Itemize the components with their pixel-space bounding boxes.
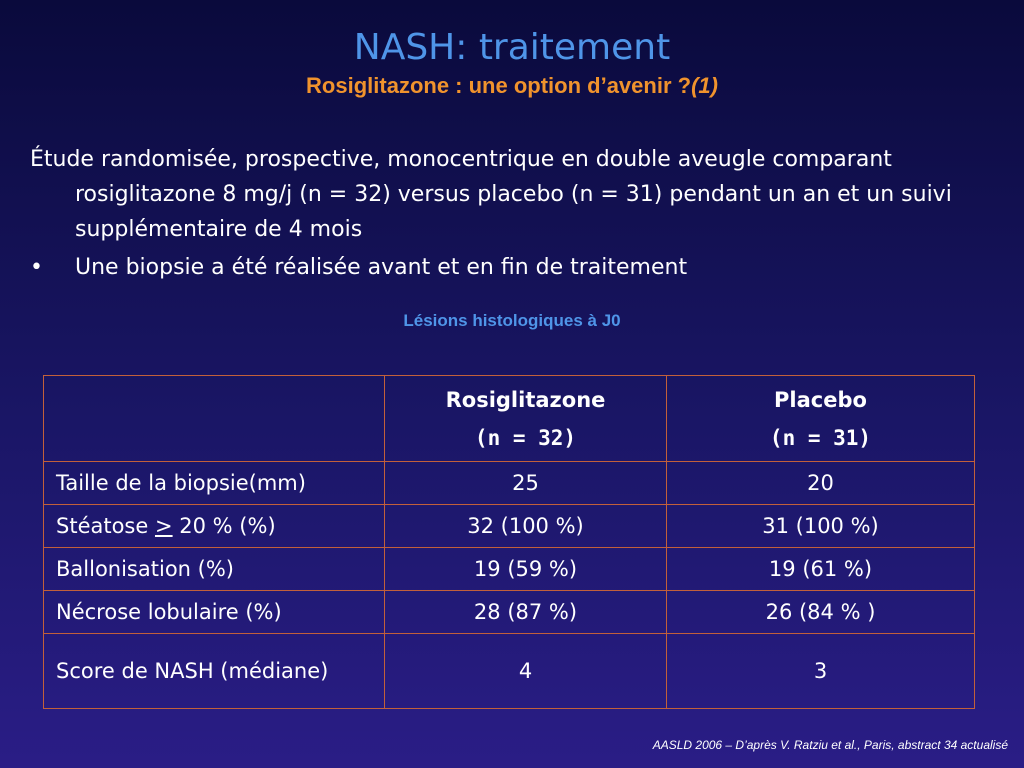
bullet-item <box>30 250 990 285</box>
row-label-post: 20 % (%) <box>172 514 276 538</box>
row-label: Ballonisation (%) <box>44 548 385 591</box>
row-label <box>44 505 385 548</box>
row-label: Nécrose lobulaire (%) <box>44 591 385 634</box>
header-rosiglitazone-name: Rosiglitazone <box>445 387 606 412</box>
row-label: Taille de la biopsie(mm) <box>44 462 385 505</box>
slide-body <box>30 142 990 285</box>
histology-table <box>43 375 975 709</box>
header-placebo-name: Placebo <box>774 387 867 412</box>
placebo-value: 26 (84 % ) <box>667 591 975 634</box>
row-label: Score de NASH (médiane) <box>44 634 385 709</box>
row-label-pre: Stéatose <box>56 514 155 538</box>
placebo-value: 20 <box>667 462 975 505</box>
slide-title: NASH: traitement <box>353 27 671 68</box>
placebo-value: 3 <box>667 634 975 709</box>
subtitle-reference: (1) <box>691 73 718 98</box>
slide-subtitle <box>0 72 1024 100</box>
greater-equal-symbol: > <box>154 514 173 538</box>
table-row <box>44 634 975 709</box>
table-row <box>44 505 975 548</box>
rosiglitazone-value: 19 (59 %) <box>385 548 667 591</box>
rosiglitazone-value: 32 (100 %) <box>385 505 667 548</box>
table-row <box>44 591 975 634</box>
bullet-dot: • <box>30 255 43 280</box>
source-footnote: AASLD 2006 – D’après V. Ratziu et al., Paris, abstract 34 actualisé <box>652 738 1008 752</box>
rosiglitazone-value: 4 <box>385 634 667 709</box>
table-header-row <box>44 376 975 462</box>
rosiglitazone-value: 28 (87 %) <box>385 591 667 634</box>
placebo-value: 19 (61 %) <box>667 548 975 591</box>
table-caption: Lésions histologiques à J0 <box>403 311 621 330</box>
table-row <box>44 548 975 591</box>
subtitle-main: Rosiglitazone : une option d’avenir ? <box>306 73 692 98</box>
table-row <box>44 462 975 505</box>
placebo-value: 31 (100 %) <box>667 505 975 548</box>
header-rosiglitazone-n: (n = 32) <box>474 425 577 450</box>
header-rosiglitazone <box>385 376 667 462</box>
header-empty-cell <box>44 376 385 462</box>
header-placebo-n: (n = 31) <box>769 425 872 450</box>
bullet-text: Une biopsie a été réalisée avant et en fin de traitement <box>75 255 688 280</box>
header-placebo <box>667 376 975 462</box>
study-description: Étude randomisée, prospective, monocentrique en double aveugle comparant rosiglitazone 8 mg/j (n = 32) versus placebo (n = 31) pendant un an et un suivi supplémentaire de 4 mois <box>30 147 952 242</box>
rosiglitazone-value: 25 <box>385 462 667 505</box>
